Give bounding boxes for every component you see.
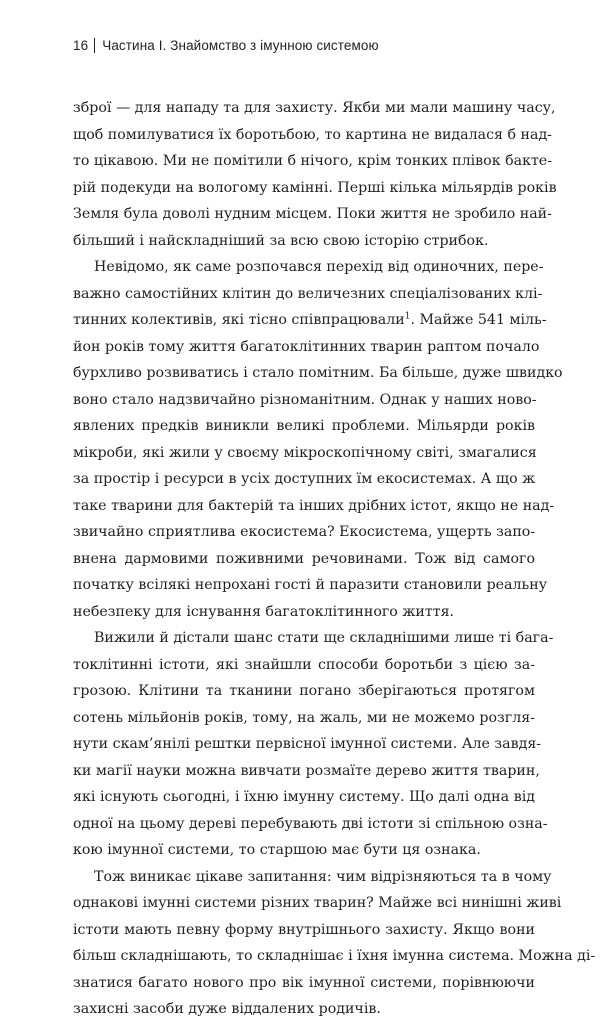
text-line: грозою. Клітини та тканини погано зберігаються протягом	[73, 683, 535, 699]
text-line: явлених предків виникли великі проблеми. Мільярди років	[73, 418, 535, 434]
text-line: які існують сьогодні, і їхню імунну систему. Що далі одна від	[73, 789, 535, 805]
text-line: більш складнішають, то складнішає і їхня імунна система. Можна ді-	[73, 948, 596, 964]
text-line-with-footnote	[73, 307, 547, 334]
section-title: Частина І. Знайомство з імунною системою	[102, 38, 379, 53]
paragraph-2	[73, 254, 563, 625]
text-line: кою імунної системи, то старшою має бути ця ознака.	[73, 842, 481, 858]
text-line: воно стало надзвичайно різноманітним. Однак у наших ново-	[73, 391, 537, 408]
text-line: рій подекуди на вологому камінні. Перші кілька мільярдів років	[73, 179, 557, 196]
text-line: знатися багато нового про вік імунної системи, порівнюючи	[73, 974, 535, 991]
text-line: то цікавою. Ми не помітили б нічого, крім тонких плівок бакте-	[73, 153, 552, 169]
text-line: бурхливо розвиватись і стало помітним. Ба більше, дуже швидко	[73, 365, 563, 381]
header-divider	[94, 38, 95, 53]
text-line: ки магії науки можна вивчати розмаїте дерево життя тварин,	[73, 762, 540, 779]
text-segment: тинних колективів, які тісно співпрацювали	[73, 312, 405, 328]
text-line: Вижили й дістали шанс стати ще складнішими лише ті бага-	[94, 630, 554, 646]
text-line: важно самостійних клітин до величезних спеціалізованих клі-	[73, 285, 543, 302]
text-line: захисні засоби дуже віддалених родичів.	[73, 1001, 381, 1017]
text-line: Тож виникає цікаве запитання: чим відрізняються та в чому	[94, 868, 552, 885]
text-line: щоб помилуватися їх боротьбою, то картина не видалася б над-	[73, 126, 552, 143]
text-line: нути скам’янілі рештки первісної імунної системи. Але завдя-	[73, 736, 542, 752]
running-head	[73, 38, 379, 53]
body-text	[73, 95, 596, 1023]
text-line: зброї — для нападу та для захисту. Якби ми мали машину часу,	[73, 100, 556, 116]
footnote-reference[interactable]: 1	[404, 311, 411, 322]
text-line: мікроби, які жили у своєму мікроскопічному світі, змагалися	[73, 444, 537, 461]
text-line: більший і найскладніший за всю свою історію стрибок.	[73, 232, 489, 249]
text-line: йон років тому життя багатоклітинних тварин раптом почало	[73, 338, 540, 355]
paragraph-1	[73, 95, 557, 254]
paragraph-3	[73, 625, 554, 864]
text-line: таке тварини для бактерій та інших дрібних істот, якщо не над-	[73, 497, 555, 514]
text-line: токлітинні істоти, які знайшли способи боротьби з цією за-	[73, 656, 535, 673]
text-line: істоти мають певну форму внутрішнього захисту. Якщо вони	[73, 921, 535, 938]
text-line: одної на цьому дереві перебувають дві істоти зі спільною озна-	[73, 815, 548, 832]
text-line: сотень мільйонів років, тому, на жаль, ми не можемо розгля-	[73, 709, 535, 726]
text-line: звичайно сприятлива екосистема? Екосистема, ущерть запо-	[73, 524, 536, 540]
text-line: Земля була доволі нудним місцем. Поки життя не зробило най-	[73, 206, 552, 222]
text-segment: . Майже 541 міль-	[410, 312, 547, 328]
text-line: внена дармовими поживними речовинами. Тож від самого	[73, 550, 535, 567]
text-line: однакові імунні системи різних тварин? Майже всі нинішні живі	[73, 895, 562, 911]
text-line: небезпеку для існування багатоклітинного життя.	[73, 603, 455, 620]
paragraph-4	[73, 864, 596, 1023]
text-line: Невідомо, як саме розпочався перехід від одиночних, пере-	[94, 259, 544, 275]
text-line: за простір і ресурси в усіх доступних їм екосистемах. А що ж	[73, 471, 536, 487]
text-line: початку всілякі непрохані гості й паразити становили реальну	[73, 577, 548, 593]
page-number: 16	[73, 38, 89, 53]
